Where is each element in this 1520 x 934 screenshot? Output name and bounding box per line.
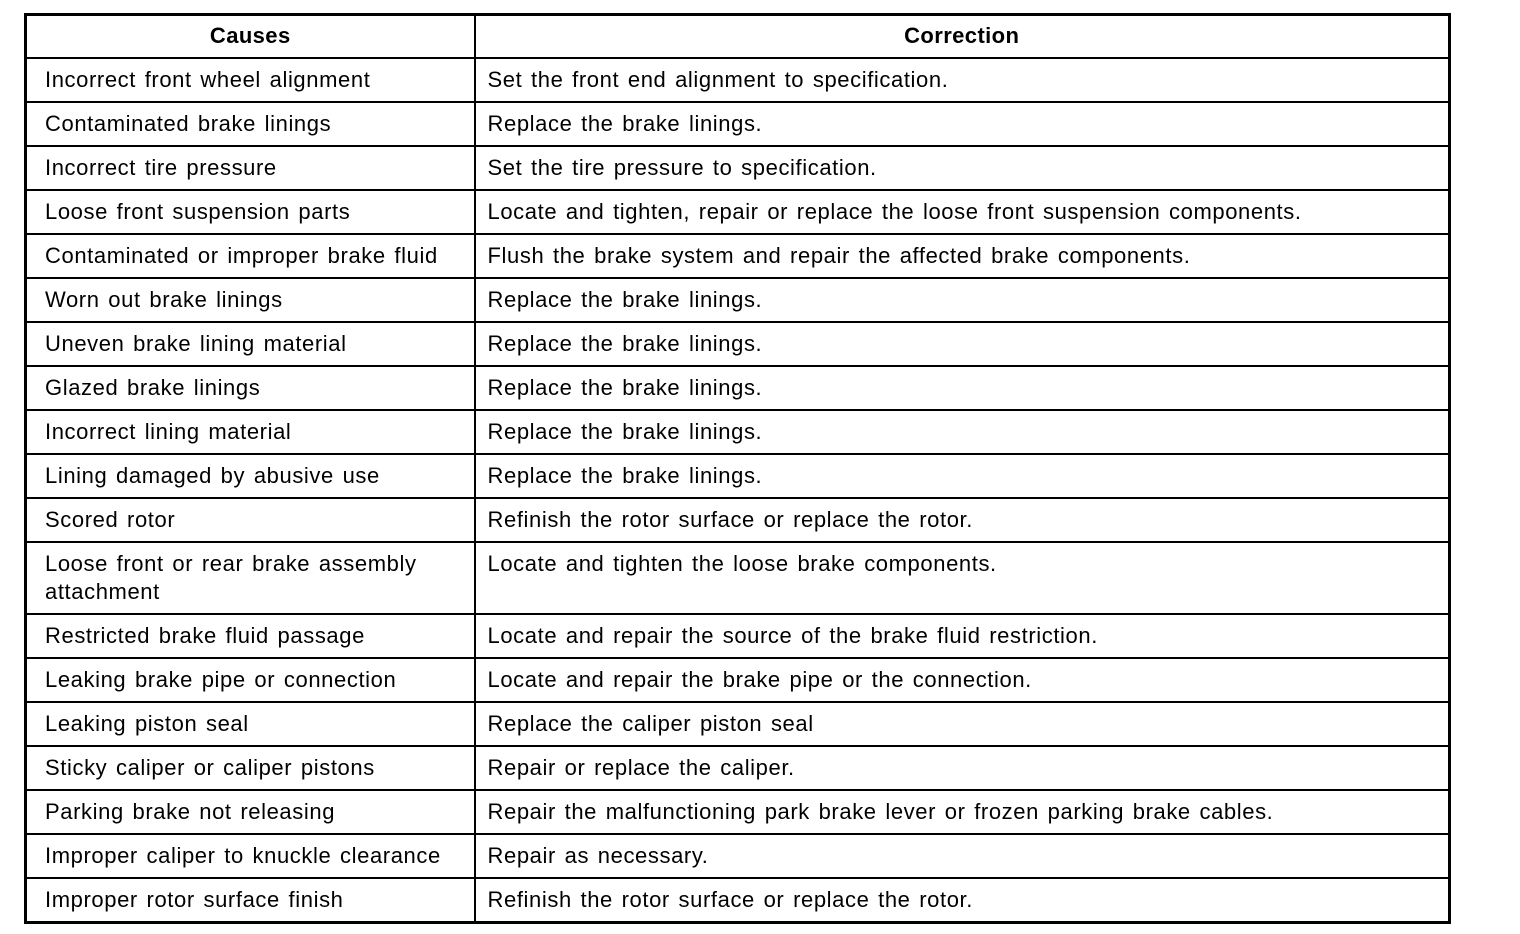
table-row [26, 322, 1450, 366]
correction-cell: Refinish the rotor surface or replace the rotor. [475, 878, 1450, 923]
correction-cell: Locate and repair the source of the brake fluid restriction. [475, 614, 1450, 658]
cause-cell: Glazed brake linings [26, 366, 475, 410]
table-row [26, 834, 1450, 878]
table-row [26, 366, 1450, 410]
correction-cell: Locate and tighten the loose brake components. [475, 542, 1450, 614]
correction-cell: Replace the brake linings. [475, 410, 1450, 454]
cause-cell: Leaking piston seal [26, 702, 475, 746]
table-row [26, 542, 1450, 614]
header-correction: Correction [475, 15, 1450, 59]
cause-cell: Incorrect lining material [26, 410, 475, 454]
cause-cell: Parking brake not releasing [26, 790, 475, 834]
cause-cell: Contaminated brake linings [26, 102, 475, 146]
table-header [26, 15, 1450, 59]
cause-cell: Scored rotor [26, 498, 475, 542]
correction-cell: Flush the brake system and repair the affected brake components. [475, 234, 1450, 278]
cause-cell: Restricted brake fluid passage [26, 614, 475, 658]
cause-cell: Improper caliper to knuckle clearance [26, 834, 475, 878]
correction-cell: Replace the brake linings. [475, 102, 1450, 146]
header-causes: Causes [26, 15, 475, 59]
cause-cell: Leaking brake pipe or connection [26, 658, 475, 702]
cause-cell: Incorrect tire pressure [26, 146, 475, 190]
correction-cell: Replace the brake linings. [475, 322, 1450, 366]
correction-cell: Repair as necessary. [475, 834, 1450, 878]
cause-cell: Sticky caliper or caliper pistons [26, 746, 475, 790]
correction-cell: Replace the brake linings. [475, 366, 1450, 410]
cause-cell: Incorrect front wheel alignment [26, 58, 475, 102]
correction-cell: Set the tire pressure to specification. [475, 146, 1450, 190]
table-row [26, 614, 1450, 658]
correction-cell: Locate and repair the brake pipe or the connection. [475, 658, 1450, 702]
correction-cell: Locate and tighten, repair or replace the loose front suspension components. [475, 190, 1450, 234]
table-body [26, 58, 1450, 923]
table-row [26, 498, 1450, 542]
correction-cell: Repair or replace the caliper. [475, 746, 1450, 790]
correction-cell: Replace the brake linings. [475, 278, 1450, 322]
table-row [26, 146, 1450, 190]
cause-cell: Loose front suspension parts [26, 190, 475, 234]
causes-correction-table-container [24, 13, 1448, 924]
correction-cell: Replace the caliper piston seal [475, 702, 1450, 746]
correction-cell: Refinish the rotor surface or replace the rotor. [475, 498, 1450, 542]
cause-cell: Improper rotor surface finish [26, 878, 475, 923]
correction-cell: Replace the brake linings. [475, 454, 1450, 498]
table-row [26, 658, 1450, 702]
cause-cell: Uneven brake lining material [26, 322, 475, 366]
table-row [26, 234, 1450, 278]
table-row [26, 58, 1450, 102]
correction-cell: Set the front end alignment to specification. [475, 58, 1450, 102]
header-row [26, 15, 1450, 59]
table-row [26, 278, 1450, 322]
table-row [26, 454, 1450, 498]
table-row [26, 878, 1450, 923]
table-row [26, 790, 1450, 834]
table-row [26, 102, 1450, 146]
table-row [26, 190, 1450, 234]
cause-cell: Contaminated or improper brake fluid [26, 234, 475, 278]
cause-cell: Lining damaged by abusive use [26, 454, 475, 498]
causes-correction-table [24, 13, 1451, 924]
table-row [26, 410, 1450, 454]
correction-cell: Repair the malfunctioning park brake lever or frozen parking brake cables. [475, 790, 1450, 834]
cause-cell: Loose front or rear brake assembly attachment [26, 542, 475, 614]
cause-cell: Worn out brake linings [26, 278, 475, 322]
table-row [26, 702, 1450, 746]
table-row [26, 746, 1450, 790]
